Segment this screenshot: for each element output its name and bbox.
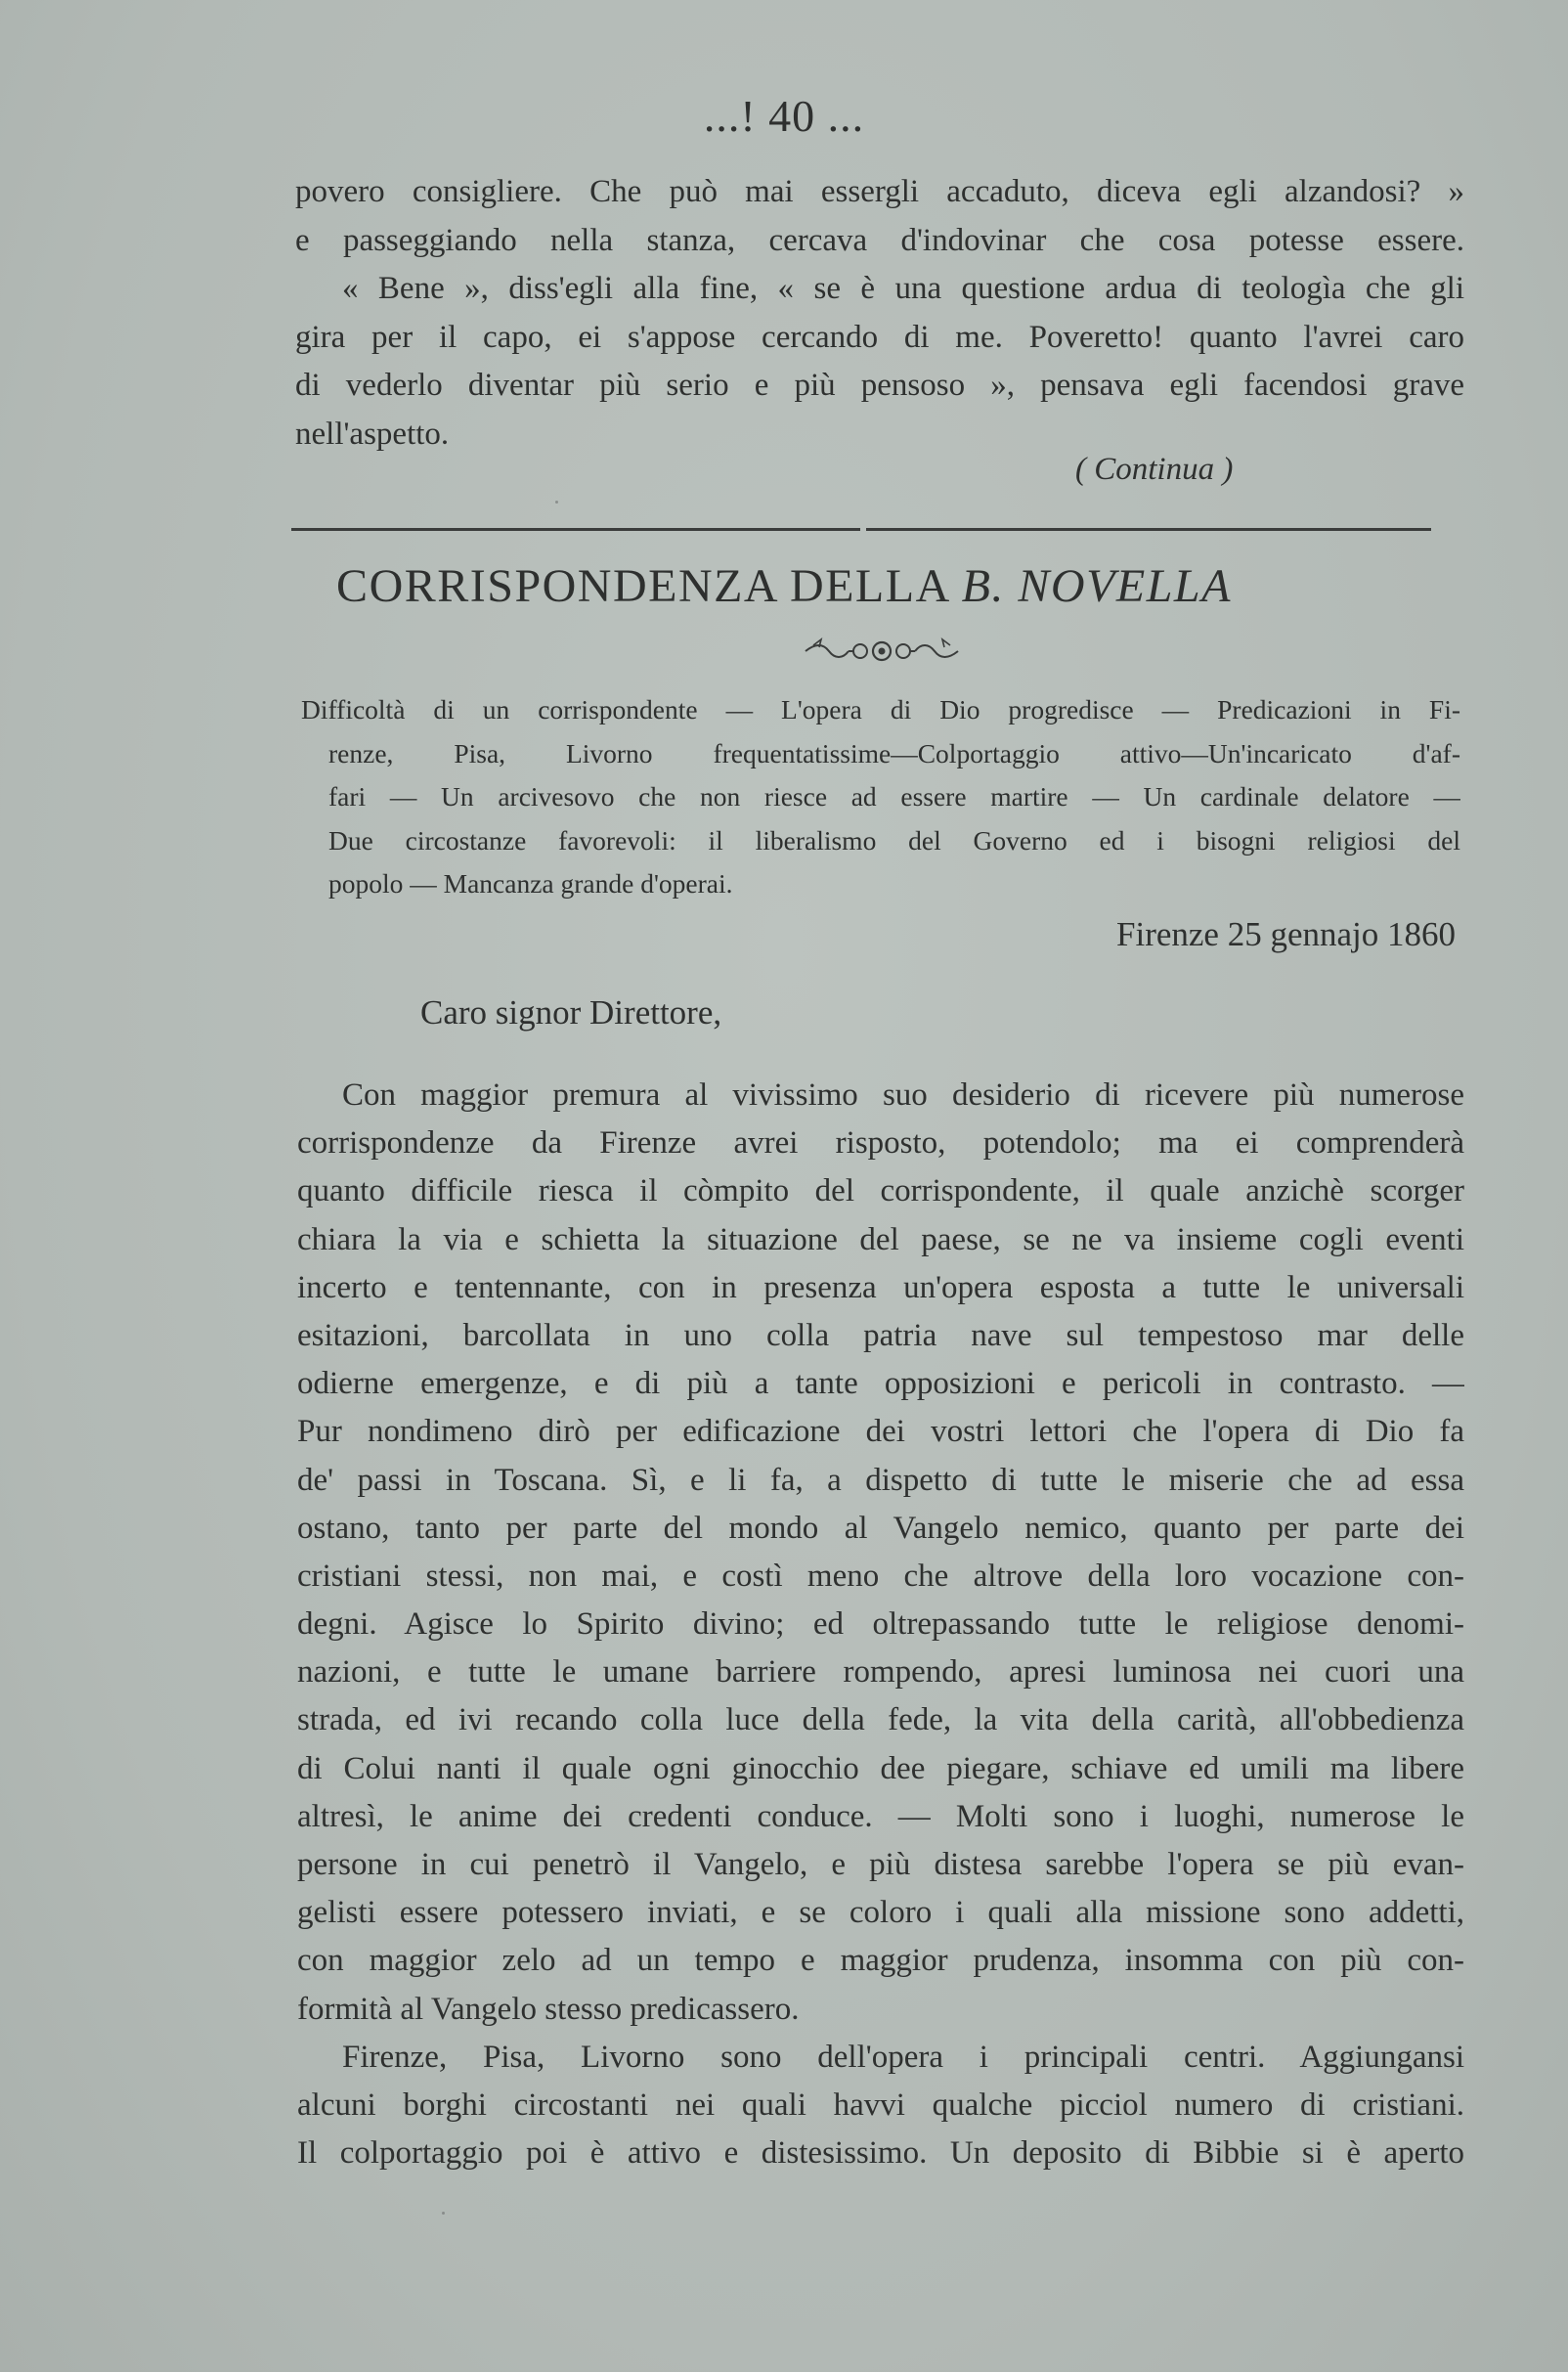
body-line: alcuni borghi circostanti nei quali havvi qualche picciol numero di cristiani. — [297, 2086, 1464, 2123]
body-line: Pur nondimeno dirò per edificazione dei vostri lettori che l'opera di Dio fa — [297, 1414, 1464, 1450]
intro-line: gira per il capo, ei s'appose cercando di me. Poveretto! quanto l'avrei caro — [295, 319, 1464, 355]
section-title-italic: B. NOVELLA — [961, 560, 1232, 612]
section-title — [0, 559, 1568, 613]
paper-speck — [442, 2212, 445, 2215]
body-line: chiara la via e schietta la situazione del paese, se ne va insieme cogli eventi — [297, 1221, 1464, 1257]
body-line: degni. Agisce lo Spirito divino; ed oltrepassando tutte le religiose denomi- — [297, 1606, 1464, 1643]
body-line: di Colui nanti il quale ogni ginocchio dee piegare, schiave ed umili ma libere — [297, 1750, 1464, 1786]
summary-line: popolo — Mancanza grande d'operai. — [328, 868, 733, 899]
intro-line: di vederlo diventar più serio e più pensoso », pensava egli facendosi grave — [295, 368, 1464, 403]
body-line: altresì, le anime dei credenti conduce. — Molti sono i luoghi, numerose le — [297, 1798, 1464, 1834]
summary-line: fari — Un arcivesovo che non riesce ad essere martire — Un cardinale delatore — — [328, 781, 1460, 812]
body-line: corrispondenze da Firenze avrei risposto, potendolo; ma ei comprenderà — [297, 1125, 1464, 1162]
letter-salutation: Caro signor Direttore, — [420, 993, 722, 1032]
letter-dateline: Firenze 25 gennajo 1860 — [1116, 915, 1456, 953]
divider-rule-left — [291, 528, 860, 531]
page-number: ...! 40 ... — [703, 91, 865, 141]
summary-line: renze, Pisa, Livorno frequentatissime—Colportaggio attivo—Un'incaricato d'af- — [328, 737, 1460, 769]
body-line: Il colportaggio poi è attivo e distesissimo. Un deposito di Bibbie si è aperto — [297, 2135, 1464, 2172]
continua-note: ( Continua ) — [1075, 452, 1234, 487]
intro-line: nell'aspetto. — [295, 416, 450, 452]
body-line: odierne emergenze, e di più a tante opposizioni e pericoli in contrasto. — — [297, 1366, 1464, 1402]
body-line: de' passi in Toscana. Sì, e li fa, a dispetto di tutte le miserie che ad essa — [297, 1462, 1464, 1498]
body-line: strada, ed ivi recando colla luce della fede, la vita della carità, all'obbedienza — [297, 1702, 1464, 1738]
letter-body — [297, 1072, 1464, 2177]
body-line: incerto e tentennante, con in presenza un'opera esposta a tutte le universali — [297, 1269, 1464, 1305]
body-line: ostano, tanto per parte del mondo al Vangelo nemico, quanto per parte dei — [297, 1510, 1464, 1546]
body-line: Con maggior premura al vivissimo suo desiderio di ricevere più numerose — [342, 1077, 1464, 1113]
body-line: con maggior zelo ad un tempo e maggior prudenza, insomma con più con- — [297, 1943, 1464, 1979]
section-title-main: CORRISPONDENZA DELLA — [336, 560, 962, 612]
body-line: persone in cui penetrò il Vangelo, e più distesa sarebbe l'opera se più evan- — [297, 1847, 1464, 1882]
body-line: nazioni, e tutte le umane barriere rompendo, apresi luminosa nei cuori una — [297, 1654, 1464, 1691]
body-line: formità al Vangelo stesso predicassero. — [297, 1991, 800, 2027]
intro-line: e passeggiando nella stanza, cercava d'indovinar che cosa potesse essere. — [295, 222, 1464, 258]
intro-line: « Bene », diss'egli alla fine, « se è una questione ardua di teologìa che gli — [342, 271, 1464, 306]
ornament-icon — [804, 634, 960, 669]
section-summary — [301, 688, 1460, 906]
divider-rule-right — [866, 528, 1431, 531]
summary-line: Due circostanze favorevoli: il liberalismo del Governo ed i bisogni religiosi del — [328, 824, 1460, 856]
section-divider — [291, 528, 1431, 536]
body-line: cristiani stessi, non mai, e costì meno che altrove della loro vocazione con- — [297, 1558, 1464, 1594]
body-line: gelisti essere potessero inviati, e se coloro i quali alla missione sono addetti, — [297, 1895, 1464, 1931]
paper-speck — [555, 501, 558, 504]
summary-line: Difficoltà di un corrispondente — L'opera di Dio progredisce — Predicazioni in Fi- — [301, 694, 1460, 725]
body-line: esitazioni, barcollata in uno colla patria nave sul tempestoso mar delle — [297, 1317, 1464, 1353]
intro-line: povero consigliere. Che può mai essergli accaduto, diceva egli alzandosi? » — [295, 174, 1464, 209]
body-line: Firenze, Pisa, Livorno sono dell'opera i principali centri. Aggiungansi — [342, 2039, 1464, 2075]
body-line: quanto difficile riesca il còmpito del corrispondente, il quale anzichè scorger — [297, 1173, 1464, 1209]
intro-paragraph — [295, 168, 1464, 459]
